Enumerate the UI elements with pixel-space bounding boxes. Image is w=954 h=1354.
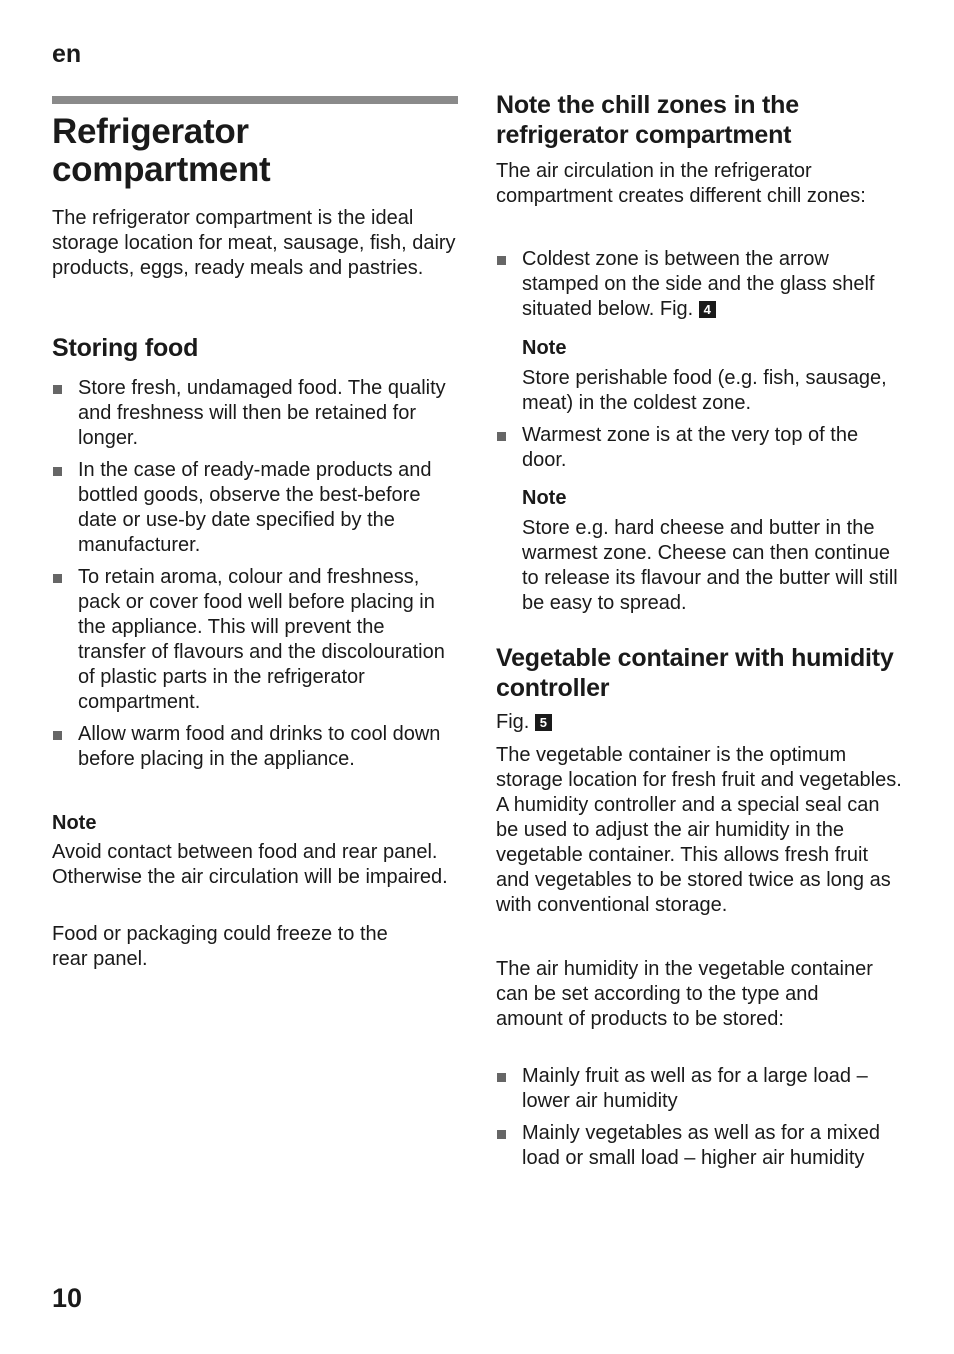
list-item	[496, 423, 876, 473]
list-item-text: Mainly fruit as well as for a large load – lower air humidity	[522, 1065, 868, 1112]
chill-zones-list-1	[496, 247, 906, 322]
bullet-square-icon	[53, 574, 62, 583]
section-rule	[52, 96, 458, 104]
storing-food-heading: Storing food	[52, 334, 199, 362]
chill-zones-list-2	[496, 423, 876, 473]
bullet-square-icon	[497, 432, 506, 441]
list-item-text: Mainly vegetables as well as for a mixed load or small load – higher air humidity	[522, 1122, 880, 1169]
list-item-text: Allow warm food and drinks to cool down before placing in the appliance.	[78, 723, 441, 770]
storing-food-list	[52, 376, 452, 772]
chill-zones-intro: The air circulation in the refrigerator compartment creates different chill zones:	[496, 160, 866, 207]
note-text: Food or packaging could freeze to the rear panel.	[52, 923, 388, 970]
vegetable-container-heading: Vegetable container with humidity controller	[496, 644, 894, 702]
list-item-text: Store fresh, undamaged food. The quality and freshness will then be retained for longer.	[78, 377, 446, 449]
figure-ref-badge: 4	[699, 301, 716, 318]
bullet-square-icon	[497, 1073, 506, 1082]
note-text: Avoid contact between food and rear panel. Otherwise the air circulation will be impaired.	[52, 841, 448, 888]
bullet-square-icon	[53, 731, 62, 740]
list-item-text: To retain aroma, colour and freshness, pack or cover food well before placing in the appliance. This will prevent the transfer of flavours and the discolouration of plastic parts in the refrigerator compartment.	[78, 566, 445, 713]
page-number: 10	[52, 1283, 83, 1313]
vegetable-paragraph-1: The vegetable container is the optimum storage location for fresh fruit and vegetables. A humidity controller and a special seal can be used to adjust the air humidity in the vegetable container. This allows fresh fruit and vegetables to be stored twice as long as with conventional storage.	[496, 744, 902, 916]
list-item-text: In the case of ready-made products and bottled goods, observe the best-before date or use-by date specified by the manufacturer.	[78, 459, 432, 556]
list-item	[496, 1064, 906, 1114]
note-label: Note	[522, 337, 567, 359]
chill-zones-heading: Note the chill zones in the refrigerator compartment	[496, 91, 799, 149]
figure-label: Fig.	[496, 711, 530, 733]
bullet-square-icon	[497, 256, 506, 265]
list-item	[52, 376, 452, 451]
list-item	[496, 247, 906, 322]
note-label: Note	[522, 487, 567, 509]
title-line-1: Refrigerator	[52, 112, 249, 151]
intro-paragraph: The refrigerator compartment is the ideal storage location for meat, sausage, fish, dairy products, eggs, ready meals and pastries.	[52, 207, 456, 279]
list-item-text: Warmest zone is at the very top of the door.	[522, 424, 859, 471]
note-text: Store e.g. hard cheese and butter in the warmest zone. Cheese can then continue to release its flavour and the butter will still be easy to spread.	[522, 517, 898, 614]
figure-reference	[496, 710, 552, 735]
list-item	[52, 565, 452, 715]
figure-ref-badge: 5	[535, 714, 552, 731]
bullet-square-icon	[53, 385, 62, 394]
title-line-2: compartment	[52, 150, 271, 189]
list-item	[496, 1121, 906, 1171]
bullet-square-icon	[53, 467, 62, 476]
note-label: Note	[52, 812, 97, 834]
bullet-square-icon	[497, 1130, 506, 1139]
vegetable-paragraph-2: The air humidity in the vegetable container can be set according to the type and amount of products to be stored:	[496, 958, 873, 1030]
humidity-list	[496, 1064, 906, 1171]
page-title	[52, 113, 458, 189]
language-code: en	[52, 40, 82, 68]
note-text: Store perishable food (e.g. fish, sausage, meat) in the coldest zone.	[522, 367, 887, 414]
list-item	[52, 458, 452, 558]
list-item	[52, 722, 452, 772]
list-item-text: Coldest zone is between the arrow stamped on the side and the glass shelf situated below. Fig.	[522, 248, 875, 320]
